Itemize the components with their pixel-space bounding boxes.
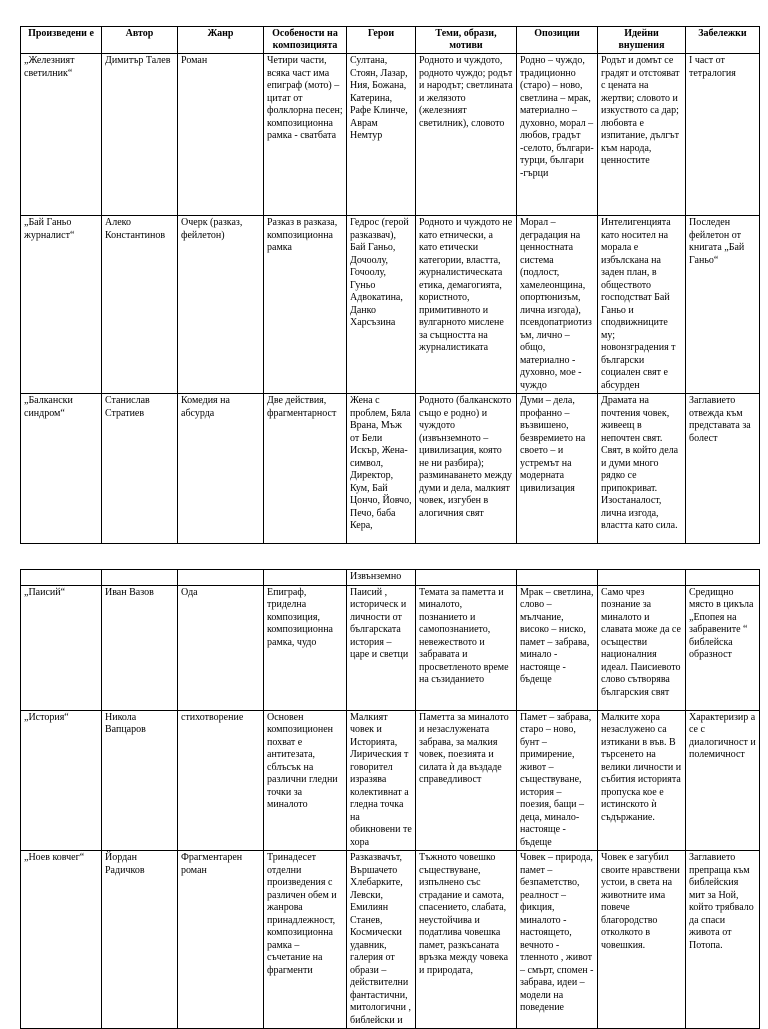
cell-themes: Тъжното човешко съществуване, изпълнено със страдание и самота, спасението, слабата, неустойчива и податлива човешка памет, разкъсаната връзка между човека и природата, (416, 851, 517, 1029)
cell-author: Йордан Радичков (102, 851, 178, 1029)
cell-composition: Тринадесет отделни произведения с различен обем и жанрова принадлежност, композиционна рамка – съчетание на фрагменти (264, 851, 347, 1029)
cell-oppositions: Родно – чуждо, традиционно (старо) – ново, светлина – мрак, материално – духовно, морал – любов, градът -селото, българи- турци, българи -гърци (517, 54, 598, 216)
cell-notes: Последен фейлетон от книгата „Бай Ганьо“ (686, 216, 760, 394)
cell-notes: Характеризир а се с диалогичност и полемичност (686, 710, 760, 851)
cell-ideas: Само чрез познание за миналото и славата може да се осъществи националния идеал. Паисиевото слово сътворява българския свят (598, 585, 686, 710)
cell-author: Никола Вапцаров (102, 710, 178, 851)
cell-genre: Очерк (разказ, фейлетон) (178, 216, 264, 394)
cell-themes: Родното (балканското също е родно) и чуждото (извънземното – цивилизация, която не ни разбира); разминаването между думи и дела, малкият човек, изгубен в алогичния свят (416, 394, 517, 544)
cell-oppositions: Мрак – светлина, слово – мълчание, високо – ниско, памет – забрава, минало - настояще - бъдеще (517, 585, 598, 710)
cell-composition: Разказ в разказа, композиционна рамка (264, 216, 347, 394)
cell-author: Димитър Талев (102, 54, 178, 216)
header-composition: Особености на композицията (264, 27, 347, 54)
table-row (21, 394, 760, 544)
cell-heroes: Разказвачът, Вършачето Хлебарките, Левски, Емилиян Станев, Космически удавник, галерия от образи – действителни фантастични, митологични , библейски и (347, 851, 416, 1029)
cell-ideas: Родът и домът се градят и отстояват с цената на жертви; словото и изкуството са дар; любовта е изпитание, дългът към народа, ценностите (598, 54, 686, 216)
continuation-row (21, 570, 760, 586)
header-notes: Забележки (686, 27, 760, 54)
cell-genre: Роман (178, 54, 264, 216)
cell-work: „История“ (21, 710, 102, 851)
table-row (21, 585, 760, 710)
cell-themes: Родното и чуждото, родното чуждо; родът и народът; светлината и желязото (железният светилник), словото (416, 54, 517, 216)
table-row (21, 216, 760, 394)
cell-notes: Средищно място в цикъла „Епопея на забравените “ библейска образност (686, 585, 760, 710)
cell-ideas: Човек е загубил своите нравствени устои, в света на животните има повече благородство отколкото в човешкия. (598, 851, 686, 1029)
cell-author: Станислав Стратиев (102, 394, 178, 544)
cell-author: Иван Вазов (102, 585, 178, 710)
cell-oppositions: Памет – забрава, старо – ново, бунт – примирение, живот – съществуване, история – поезия, бащи – деца, минало-настояще - бъдеще (517, 710, 598, 851)
header-author: Автор (102, 27, 178, 54)
header-oppositions: Опозиции (517, 27, 598, 54)
cell-oppositions: Човек – природа, памет – безпаметство, реалност – фикция, миналото - настоящето, вечното - тленното , живот – смърт, спомен - забрава, идеи – модели на поведение (517, 851, 598, 1029)
cell-heroes: Жена с проблем, Бяла Врана, Мъж от Бели Искър, Жена-символ, Директор, Кум, Бай Цончо, Йовчо, Печо, баба Кера, (347, 394, 416, 544)
cell-ideas: Интелигенцията като носител на морала е избълскана на заден план, в обществото господстват Бай Ганьо и сподвижниците му; новонзградения т български социален свят е абсурден (598, 216, 686, 394)
cell-notes: I част от тетралогия (686, 54, 760, 216)
literature-table-page-1 (20, 26, 760, 544)
cell-themes: Темата за паметта и миналото, познанието и самопознанието, невежеството и забравата и просветленото време на съзиданието (416, 585, 517, 710)
cell-notes: Заглавието отвежда към представата за болест (686, 394, 760, 544)
cell-heroes: Султана, Стоян, Лазар, Ния, Божана, Катерина, Рафе Клинче, Аврам Немтур (347, 54, 416, 216)
cell-genre: Комедия на абсурда (178, 394, 264, 544)
cell-themes: Паметта за миналото и незаслужената забрава, за малкия човек, поезията и силата ѝ да въздаде справедливост (416, 710, 517, 851)
cell-oppositions: Думи – дела, профанно – възвишено, безвремието на своето – и устремът на модерната цивилизация (517, 394, 598, 544)
header-ideas: Идейни внушения (598, 27, 686, 54)
cell-themes: Родното и чуждото не като етнически, а като етически категории, властта, журналистическата етика, демагогията, користното, примитивното и вулгарното мислене за същността на журналистиката (416, 216, 517, 394)
cell-heroes-continuation: Извънземно (347, 570, 416, 586)
cell-composition: Епиграф, триделна композиция, композиционна рамка, чудо (264, 585, 347, 710)
table-row (21, 710, 760, 851)
cell-notes: Заглавието препраща към библейския мит за Ной, който трябвало да спаси живота от Потопа. (686, 851, 760, 1029)
cell-composition: Основен композиционен похват е антитезата, сблъсък на различни гледни точки за миналото (264, 710, 347, 851)
cell-work: „Ноев ковчег“ (21, 851, 102, 1029)
header-genre: Жанр (178, 27, 264, 54)
cell-genre: Фрагментарен роман (178, 851, 264, 1029)
cell-work: „Паисий“ (21, 585, 102, 710)
cell-genre: Ода (178, 585, 264, 710)
cell-oppositions: Морал – деградация на ценностната система (подлост, хамелеонщина, опортюнизъм, лична изгода), псевдопатриотизъм, лично – общо, материално - духовно, мое - чуждо (517, 216, 598, 394)
cell-heroes: Малкият човек и Историята, Лирическия т говорител изразява колективнат а гледна точка на обикновени те хора (347, 710, 416, 851)
literature-table-page-2 (20, 569, 760, 1029)
cell-composition: Две действия, фрагментарност (264, 394, 347, 544)
table-row (21, 851, 760, 1029)
cell-genre: стихотворение (178, 710, 264, 851)
cell-heroes: Паисий , историческ и личности от българската история – царе и светци (347, 585, 416, 710)
table-row (21, 54, 760, 216)
cell-composition: Четири части, всяка част има епиграф (мото) – цитат от фолклорна песен; композиционна рамка - сватбата (264, 54, 347, 216)
header-heroes: Герои (347, 27, 416, 54)
cell-ideas: Драмата на почтения човек, живеещ в непочтен свят. Свят, в който дела и думи много рядко се припокриват. Изостаналост, лична изгода, властта като сила. (598, 394, 686, 544)
header-themes: Теми, образи, мотиви (416, 27, 517, 54)
cell-work: „Балкански синдром“ (21, 394, 102, 544)
header-work: Произведени е (21, 27, 102, 54)
cell-work: „Бай Ганьо журналист“ (21, 216, 102, 394)
cell-heroes: Гедрос (герой разказвач), Бай Ганьо, Дочоолу, Гочоолу, Гуньо Адвокатина, Данко Харсъзина (347, 216, 416, 394)
cell-ideas: Малките хора незаслужено са изтикани в във. В търсенето на велики личности и събития историята пропуска кое е истинското ѝ съдържание. (598, 710, 686, 851)
cell-author: Алеко Константинов (102, 216, 178, 394)
cell-work: „Железният светилник“ (21, 54, 102, 216)
